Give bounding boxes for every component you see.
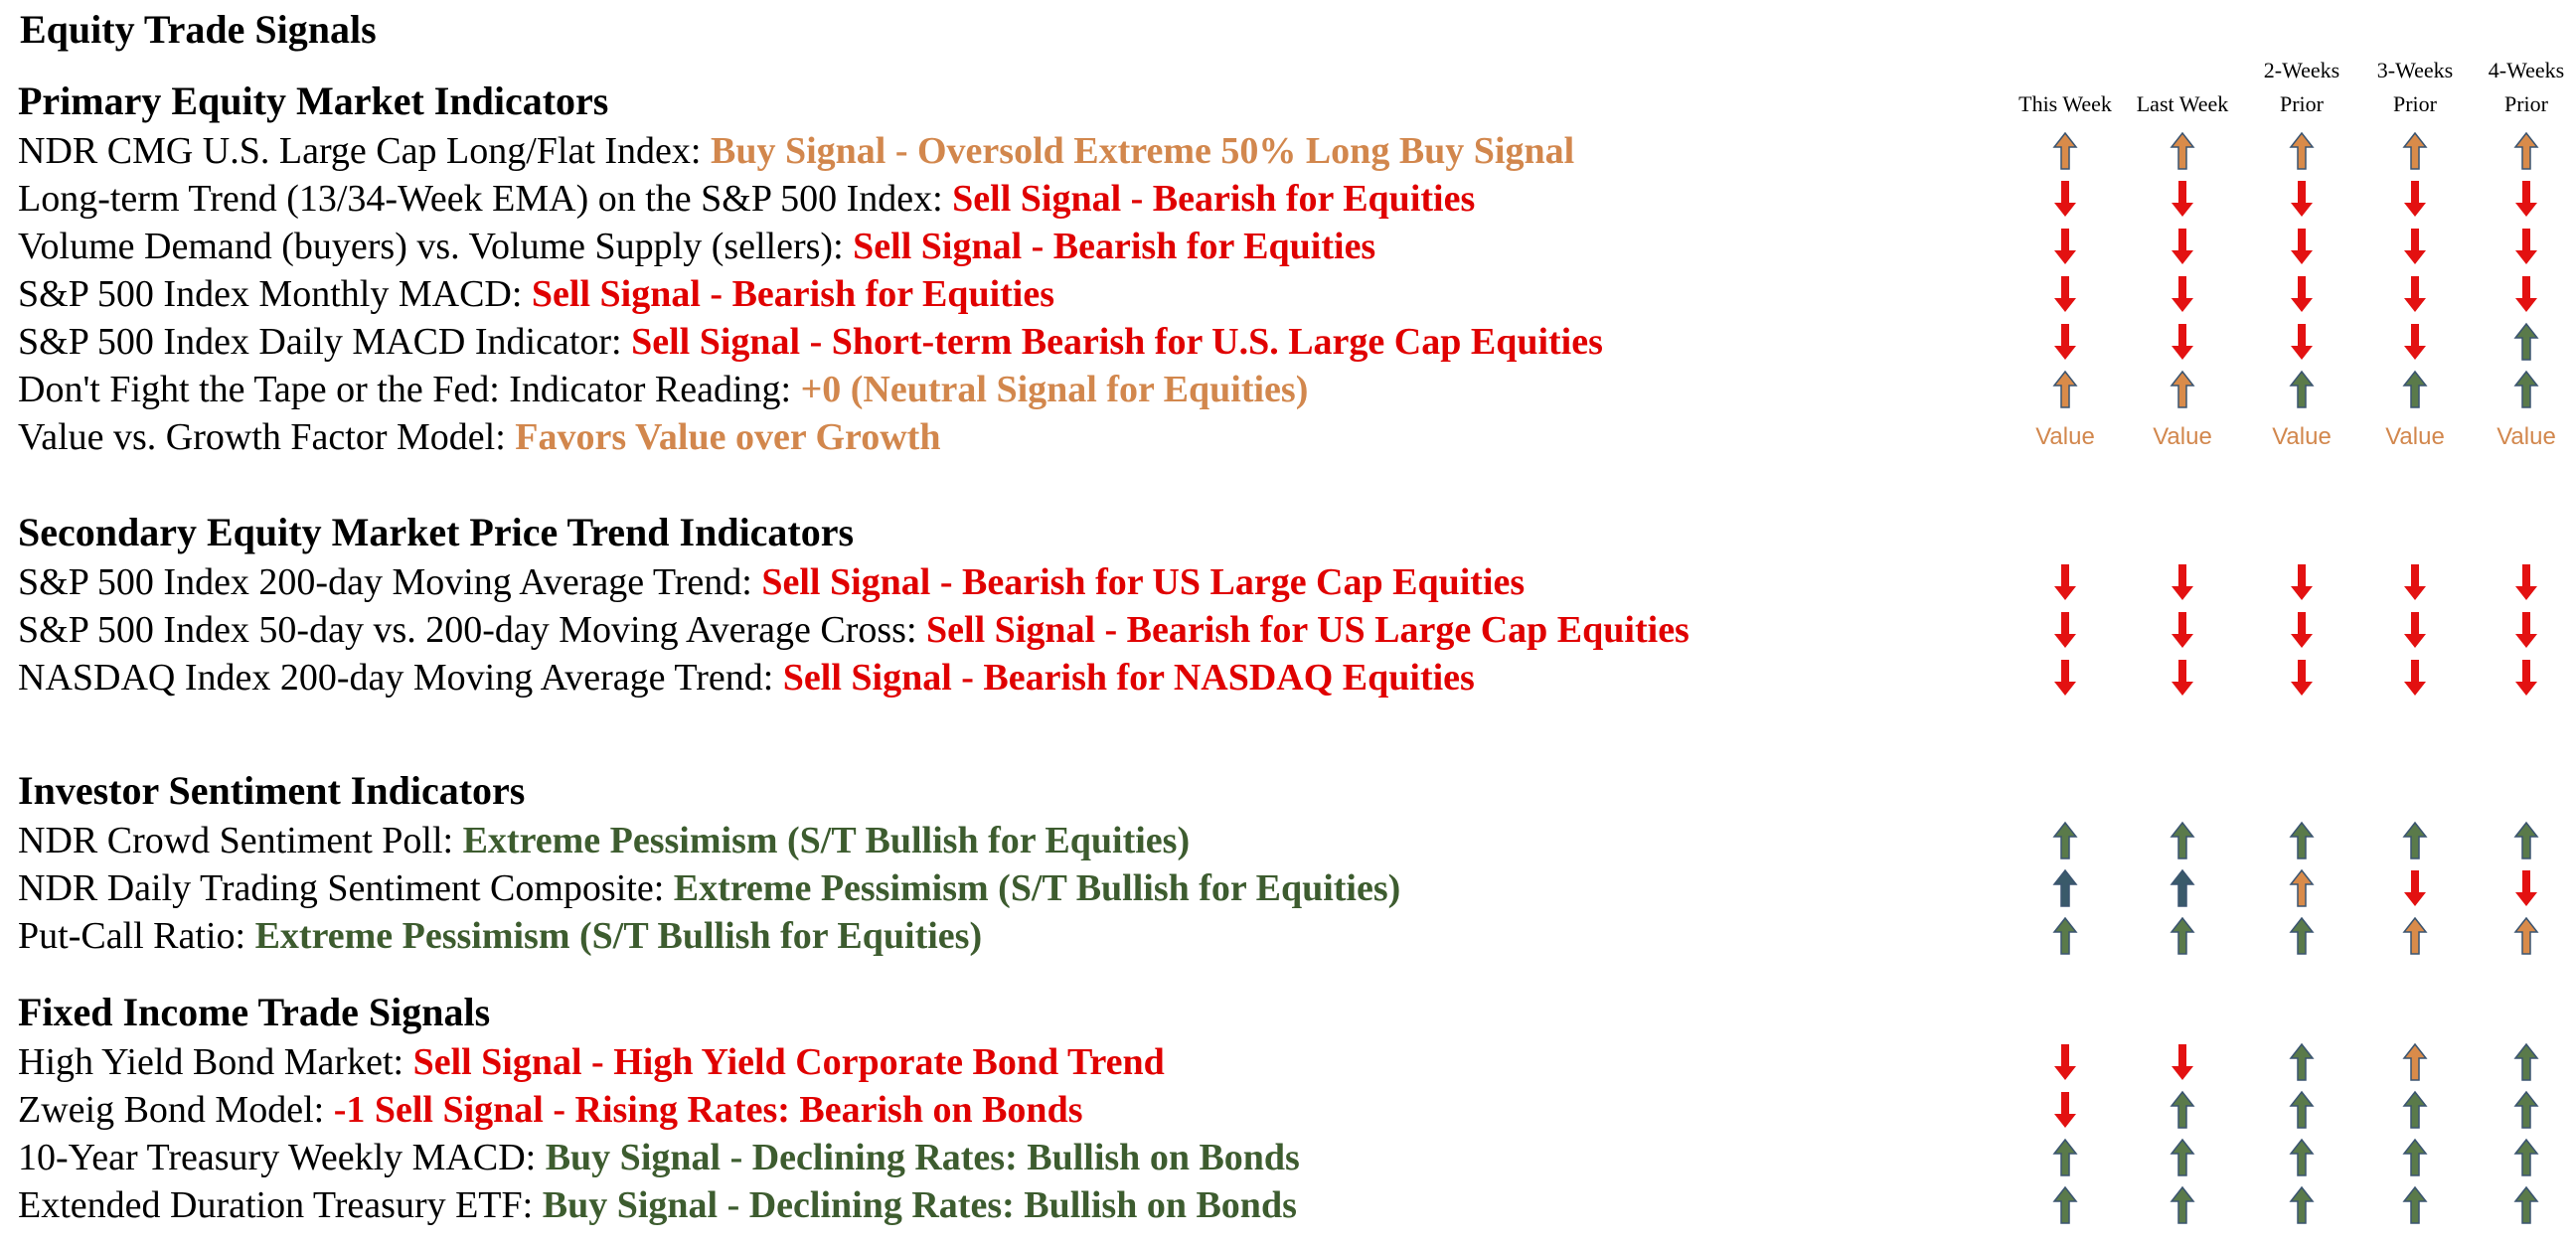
column-header-line2: Last Week (2136, 91, 2229, 116)
arrow-up-green-icon (2257, 1181, 2346, 1229)
indicator-name: NDR CMG U.S. Large Cap Long/Flat Index: (18, 130, 711, 172)
arrow-down-red-icon (2370, 318, 2460, 366)
indicator-label (18, 558, 1525, 606)
indicator-label (18, 366, 1308, 413)
indicator-name: Volume Demand (buyers) vs. Volume Supply (sellers): (18, 226, 854, 267)
factor-value-text: Value (2385, 423, 2445, 450)
indicator-name: Extended Duration Treasury ETF: (18, 1184, 543, 1226)
arrow-up-orange-icon (2482, 127, 2571, 175)
arrow-up-green-icon (2482, 366, 2571, 413)
arrow-down-red-icon (2020, 654, 2110, 701)
indicator-label (18, 654, 1475, 701)
arrow-down-red-icon (2482, 223, 2571, 270)
arrow-down-red-icon (2370, 558, 2460, 606)
indicator-row (0, 366, 2576, 413)
arrow-down-red-icon (2020, 1038, 2110, 1086)
arrow-down-red-icon (2138, 318, 2227, 366)
indicator-name: S&P 500 Index 50-day vs. 200-day Moving Average Cross: (18, 609, 927, 651)
indicator-signal: Sell Signal - Bearish for US Large Cap Equities (761, 561, 1526, 603)
arrow-down-red-icon (2020, 606, 2110, 654)
arrow-up-green-icon (2020, 1134, 2110, 1181)
arrow-up-green-icon (2482, 1086, 2571, 1134)
indicator-signal: Sell Signal - Bearish for NASDAQ Equities (782, 657, 1475, 699)
indicator-row (0, 912, 2576, 960)
arrow-up-green-icon (2370, 366, 2460, 413)
factor-value-label (2370, 413, 2460, 461)
indicator-row (0, 1038, 2576, 1086)
indicator-row (0, 175, 2576, 223)
arrow-up-slate-icon (2020, 864, 2110, 912)
arrow-up-green-icon (2482, 318, 2571, 366)
arrow-up-orange-icon (2370, 912, 2460, 960)
arrow-down-red-icon (2370, 864, 2460, 912)
indicator-signal: Sell Signal - Bearish for US Large Cap Equities (926, 609, 1690, 651)
arrow-down-red-icon (2257, 558, 2346, 606)
indicator-row (0, 127, 2576, 175)
arrow-down-red-icon (2482, 175, 2571, 223)
arrow-up-orange-icon (2370, 1038, 2460, 1086)
column-header (2437, 54, 2576, 121)
indicator-name: NASDAQ Index 200-day Moving Average Trend: (18, 657, 783, 699)
arrow-up-green-icon (2482, 1181, 2571, 1229)
arrow-down-red-icon (2257, 654, 2346, 701)
indicator-signal: Sell Signal - Bearish for Equities (853, 226, 1376, 267)
arrow-up-orange-icon (2257, 864, 2346, 912)
indicator-name: Value vs. Growth Factor Model: (18, 416, 516, 458)
arrow-up-green-icon (2370, 1134, 2460, 1181)
column-header-line2: Prior (2504, 91, 2548, 116)
indicator-row (0, 1086, 2576, 1134)
indicator-label (18, 1086, 1083, 1134)
arrow-down-red-icon (2138, 223, 2227, 270)
section-heading: Secondary Equity Market Price Trend Indicators (18, 510, 855, 554)
arrow-up-green-icon (2370, 817, 2460, 864)
arrow-up-orange-icon (2138, 127, 2227, 175)
indicator-row (0, 270, 2576, 318)
arrow-down-red-icon (2138, 270, 2227, 318)
indicator-row (0, 817, 2576, 864)
indicator-signal: +0 (Neutral Signal for Equities) (800, 369, 1309, 410)
arrow-down-red-icon (2370, 606, 2460, 654)
indicator-name: 10-Year Treasury Weekly MACD: (18, 1137, 546, 1178)
indicator-name: NDR Crowd Sentiment Poll: (18, 820, 463, 861)
section-heading: Fixed Income Trade Signals (18, 990, 491, 1034)
arrow-up-green-icon (2482, 1038, 2571, 1086)
arrow-up-green-icon (2257, 817, 2346, 864)
indicator-signal: -1 Sell Signal - Rising Rates: Bearish on Bonds (333, 1089, 1083, 1131)
arrow-up-green-icon (2138, 1086, 2227, 1134)
arrow-down-red-icon (2257, 606, 2346, 654)
indicator-name: Zweig Bond Model: (18, 1089, 334, 1131)
indicator-label (18, 1181, 1297, 1229)
column-header-line2: This Week (2018, 91, 2112, 116)
column-header-line1: 4-Weeks (2488, 58, 2565, 82)
indicator-signal: Buy Signal - Declining Rates: Bullish on Bonds (542, 1184, 1297, 1226)
arrow-up-green-icon (2138, 817, 2227, 864)
indicator-name: S&P 500 Index 200-day Moving Average Trend: (18, 561, 762, 603)
arrow-down-red-icon (2482, 270, 2571, 318)
indicator-label (18, 864, 1400, 912)
arrow-down-red-icon (2370, 175, 2460, 223)
indicator-label (18, 318, 1603, 366)
indicator-row (0, 654, 2576, 701)
indicator-signal: Extreme Pessimism (S/T Bullish for Equities) (254, 915, 983, 957)
indicator-signal: Extreme Pessimism (S/T Bullish for Equities) (673, 867, 1401, 909)
indicator-signal: Buy Signal - Oversold Extreme 50% Long Buy Signal (710, 130, 1575, 172)
indicator-row (0, 864, 2576, 912)
arrow-down-red-icon (2138, 558, 2227, 606)
arrow-down-red-icon (2482, 864, 2571, 912)
indicator-name: NDR Daily Trading Sentiment Composite: (18, 867, 674, 909)
arrow-down-red-icon (2138, 654, 2227, 701)
indicator-name: Put-Call Ratio: (18, 915, 255, 957)
arrow-up-green-icon (2020, 1181, 2110, 1229)
factor-value-label (2257, 413, 2346, 461)
indicator-signal: Sell Signal - High Yield Corporate Bond Trend (412, 1041, 1165, 1083)
column-header-line2: Prior (2280, 91, 2324, 116)
arrow-up-orange-icon (2020, 127, 2110, 175)
arrow-up-green-icon (2370, 1181, 2460, 1229)
indicator-row (0, 223, 2576, 270)
indicator-name: Don't Fight the Tape or the Fed: Indicator Reading: (18, 369, 801, 410)
column-header-line2: Prior (2393, 91, 2437, 116)
indicator-row (0, 413, 2576, 461)
arrow-down-red-icon (2482, 558, 2571, 606)
arrow-up-slate-icon (2138, 864, 2227, 912)
arrow-down-red-icon (2138, 175, 2227, 223)
arrow-up-green-icon (2020, 912, 2110, 960)
arrow-up-green-icon (2138, 1181, 2227, 1229)
indicator-signal: Sell Signal - Bearish for Equities (952, 178, 1476, 220)
arrow-down-red-icon (2370, 654, 2460, 701)
indicator-label (18, 606, 1690, 654)
arrow-up-orange-icon (2482, 912, 2571, 960)
factor-value-text: Value (2272, 423, 2332, 450)
column-header-line1: 3-Weeks (2376, 58, 2454, 82)
indicator-label (18, 413, 940, 461)
section-heading: Primary Equity Market Indicators (18, 78, 609, 123)
indicator-label (18, 817, 1190, 864)
arrow-up-green-icon (2482, 817, 2571, 864)
arrow-up-green-icon (2257, 912, 2346, 960)
column-header-line1: 2-Weeks (2263, 58, 2340, 82)
indicator-row (0, 318, 2576, 366)
arrow-down-red-icon (2138, 606, 2227, 654)
arrow-up-green-icon (2370, 1086, 2460, 1134)
indicator-row (0, 1134, 2576, 1181)
arrow-down-red-icon (2138, 1038, 2227, 1086)
factor-value-text: Value (2035, 423, 2095, 450)
arrow-down-red-icon (2257, 223, 2346, 270)
arrow-up-green-icon (2020, 817, 2110, 864)
indicator-signal: Sell Signal - Bearish for Equities (531, 273, 1055, 315)
indicator-row (0, 606, 2576, 654)
arrow-down-red-icon (2257, 318, 2346, 366)
arrow-up-green-icon (2138, 912, 2227, 960)
arrow-down-red-icon (2020, 270, 2110, 318)
arrow-down-red-icon (2020, 318, 2110, 366)
indicator-label (18, 223, 1375, 270)
indicator-name: S&P 500 Index Monthly MACD: (18, 273, 532, 315)
indicator-label (18, 1134, 1300, 1181)
arrow-up-orange-icon (2138, 366, 2227, 413)
arrow-down-red-icon (2257, 175, 2346, 223)
arrow-down-red-icon (2482, 654, 2571, 701)
arrow-down-red-icon (2370, 223, 2460, 270)
indicator-name: High Yield Bond Market: (18, 1041, 413, 1083)
arrow-up-orange-icon (2370, 127, 2460, 175)
arrow-up-green-icon (2138, 1134, 2227, 1181)
indicator-signal: Extreme Pessimism (S/T Bullish for Equities) (462, 820, 1191, 861)
arrow-down-red-icon (2020, 175, 2110, 223)
arrow-up-green-icon (2257, 1086, 2346, 1134)
arrow-up-green-icon (2482, 1134, 2571, 1181)
indicator-label (18, 270, 1054, 318)
indicator-row (0, 558, 2576, 606)
arrow-up-green-icon (2257, 1038, 2346, 1086)
arrow-up-orange-icon (2020, 366, 2110, 413)
page-title: Equity Trade Signals (20, 7, 377, 52)
factor-value-label (2138, 413, 2227, 461)
section-heading: Investor Sentiment Indicators (18, 768, 526, 813)
indicator-label (18, 127, 1574, 175)
arrow-up-green-icon (2257, 1134, 2346, 1181)
arrow-down-red-icon (2482, 606, 2571, 654)
indicator-label (18, 1038, 1165, 1086)
factor-value-text: Value (2496, 423, 2556, 450)
arrow-down-red-icon (2020, 223, 2110, 270)
indicator-label (18, 175, 1475, 223)
arrow-down-red-icon (2370, 270, 2460, 318)
indicator-signal: Favors Value over Growth (515, 416, 941, 458)
indicator-row (0, 1181, 2576, 1229)
indicator-label (18, 912, 982, 960)
factor-value-label (2482, 413, 2571, 461)
indicator-name: S&P 500 Index Daily MACD Indicator: (18, 321, 632, 363)
indicator-signal: Buy Signal - Declining Rates: Bullish on Bonds (545, 1137, 1300, 1178)
arrow-down-red-icon (2020, 558, 2110, 606)
indicator-name: Long-term Trend (13/34-Week EMA) on the S&P 500 Index: (18, 178, 953, 220)
arrow-up-orange-icon (2257, 127, 2346, 175)
factor-value-text: Value (2153, 423, 2212, 450)
factor-value-label (2020, 413, 2110, 461)
indicator-signal: Sell Signal - Short-term Bearish for U.S. Large Cap Equities (631, 321, 1603, 363)
arrow-down-red-icon (2257, 270, 2346, 318)
arrow-up-green-icon (2257, 366, 2346, 413)
arrow-down-red-icon (2020, 1086, 2110, 1134)
